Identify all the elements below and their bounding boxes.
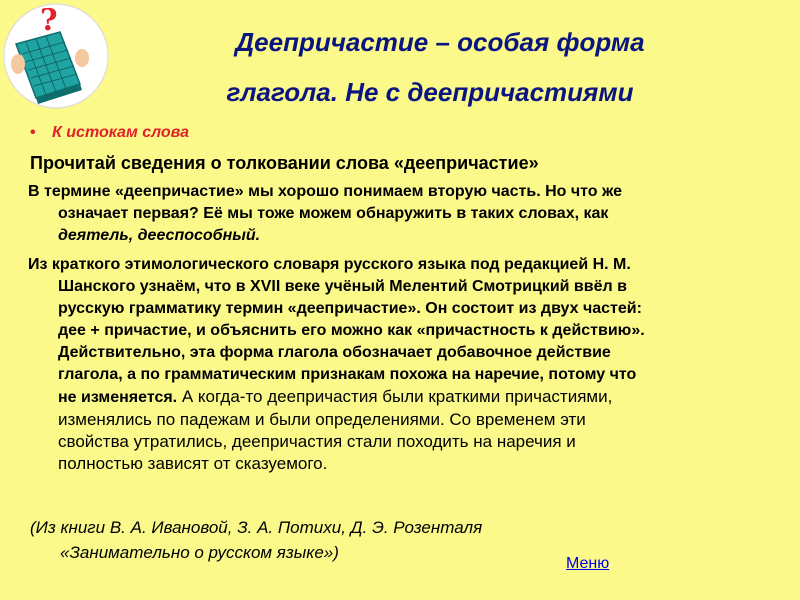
question-mark: ? xyxy=(40,3,58,38)
paragraph-2-line: Шанского узнаём, что в XVII веке учёный Мелентий Смотрицкий ввёл в xyxy=(58,278,627,295)
paragraph-2-line: изменялись по падежам и были определениями. Со временем эти xyxy=(58,410,586,429)
bullet-text: К истокам слова xyxy=(52,124,189,141)
bullet-dot-icon: • xyxy=(30,124,36,141)
paragraph-2 xyxy=(30,254,798,475)
paragraph-1 xyxy=(30,181,798,247)
bullet-item xyxy=(30,124,189,142)
citation-line: «Занимательно о русском языке») xyxy=(60,543,339,562)
bold-fragment: не изменяется. xyxy=(58,389,178,406)
paragraph-2-line: Из краткого этимологического словаря русского языка под редакцией Н. М. xyxy=(28,256,631,273)
regular-fragment: А когда-то деепричастия были краткими причастиями, xyxy=(177,387,613,406)
subheading: Прочитай сведения о толковании слова «деепричастие» xyxy=(30,153,539,173)
page-title-line2: глагола. Не с деепричастиями xyxy=(226,77,634,107)
paragraph-2-line: Действительно, эта форма глагола обозначает добавочное действие xyxy=(58,344,611,361)
paragraph-2-line: русскую грамматику термин «деепричастие». Он состоит из двух частей: xyxy=(58,300,642,317)
paragraph-2-line: полностью зависят от сказуемого. xyxy=(58,454,328,473)
paragraph-2-line: свойства утратились, деепричастия стали походить на наречия и xyxy=(58,432,576,451)
paragraph-1-line xyxy=(30,225,798,247)
citation xyxy=(30,515,482,565)
paragraph-2-line: глагола, а по грамматическим признакам похожа на наречие, потому что xyxy=(58,366,637,383)
page-title-line1: Деепричастие – особая форма xyxy=(235,27,645,57)
italic-examples: деятель, дееспособный. xyxy=(58,227,261,244)
book-with-question-mark-icon xyxy=(2,2,110,110)
menu-link[interactable]: Меню xyxy=(566,555,610,572)
paragraph-2-line: дее + причастие, и объяснить его можно как «причастность к действию». xyxy=(58,322,645,339)
citation-line: (Из книги В. А. Ивановой, З. А. Потихи, Д. Э. Розенталя xyxy=(30,518,483,537)
paragraph-1-line: В термине «деепричастие» мы хорошо понимаем вторую часть. Но что же xyxy=(28,183,623,200)
paragraph-1-line: означает первая? Её мы тоже можем обнаружить в таких словах, как xyxy=(58,205,609,222)
paragraph-2-line xyxy=(30,386,798,409)
